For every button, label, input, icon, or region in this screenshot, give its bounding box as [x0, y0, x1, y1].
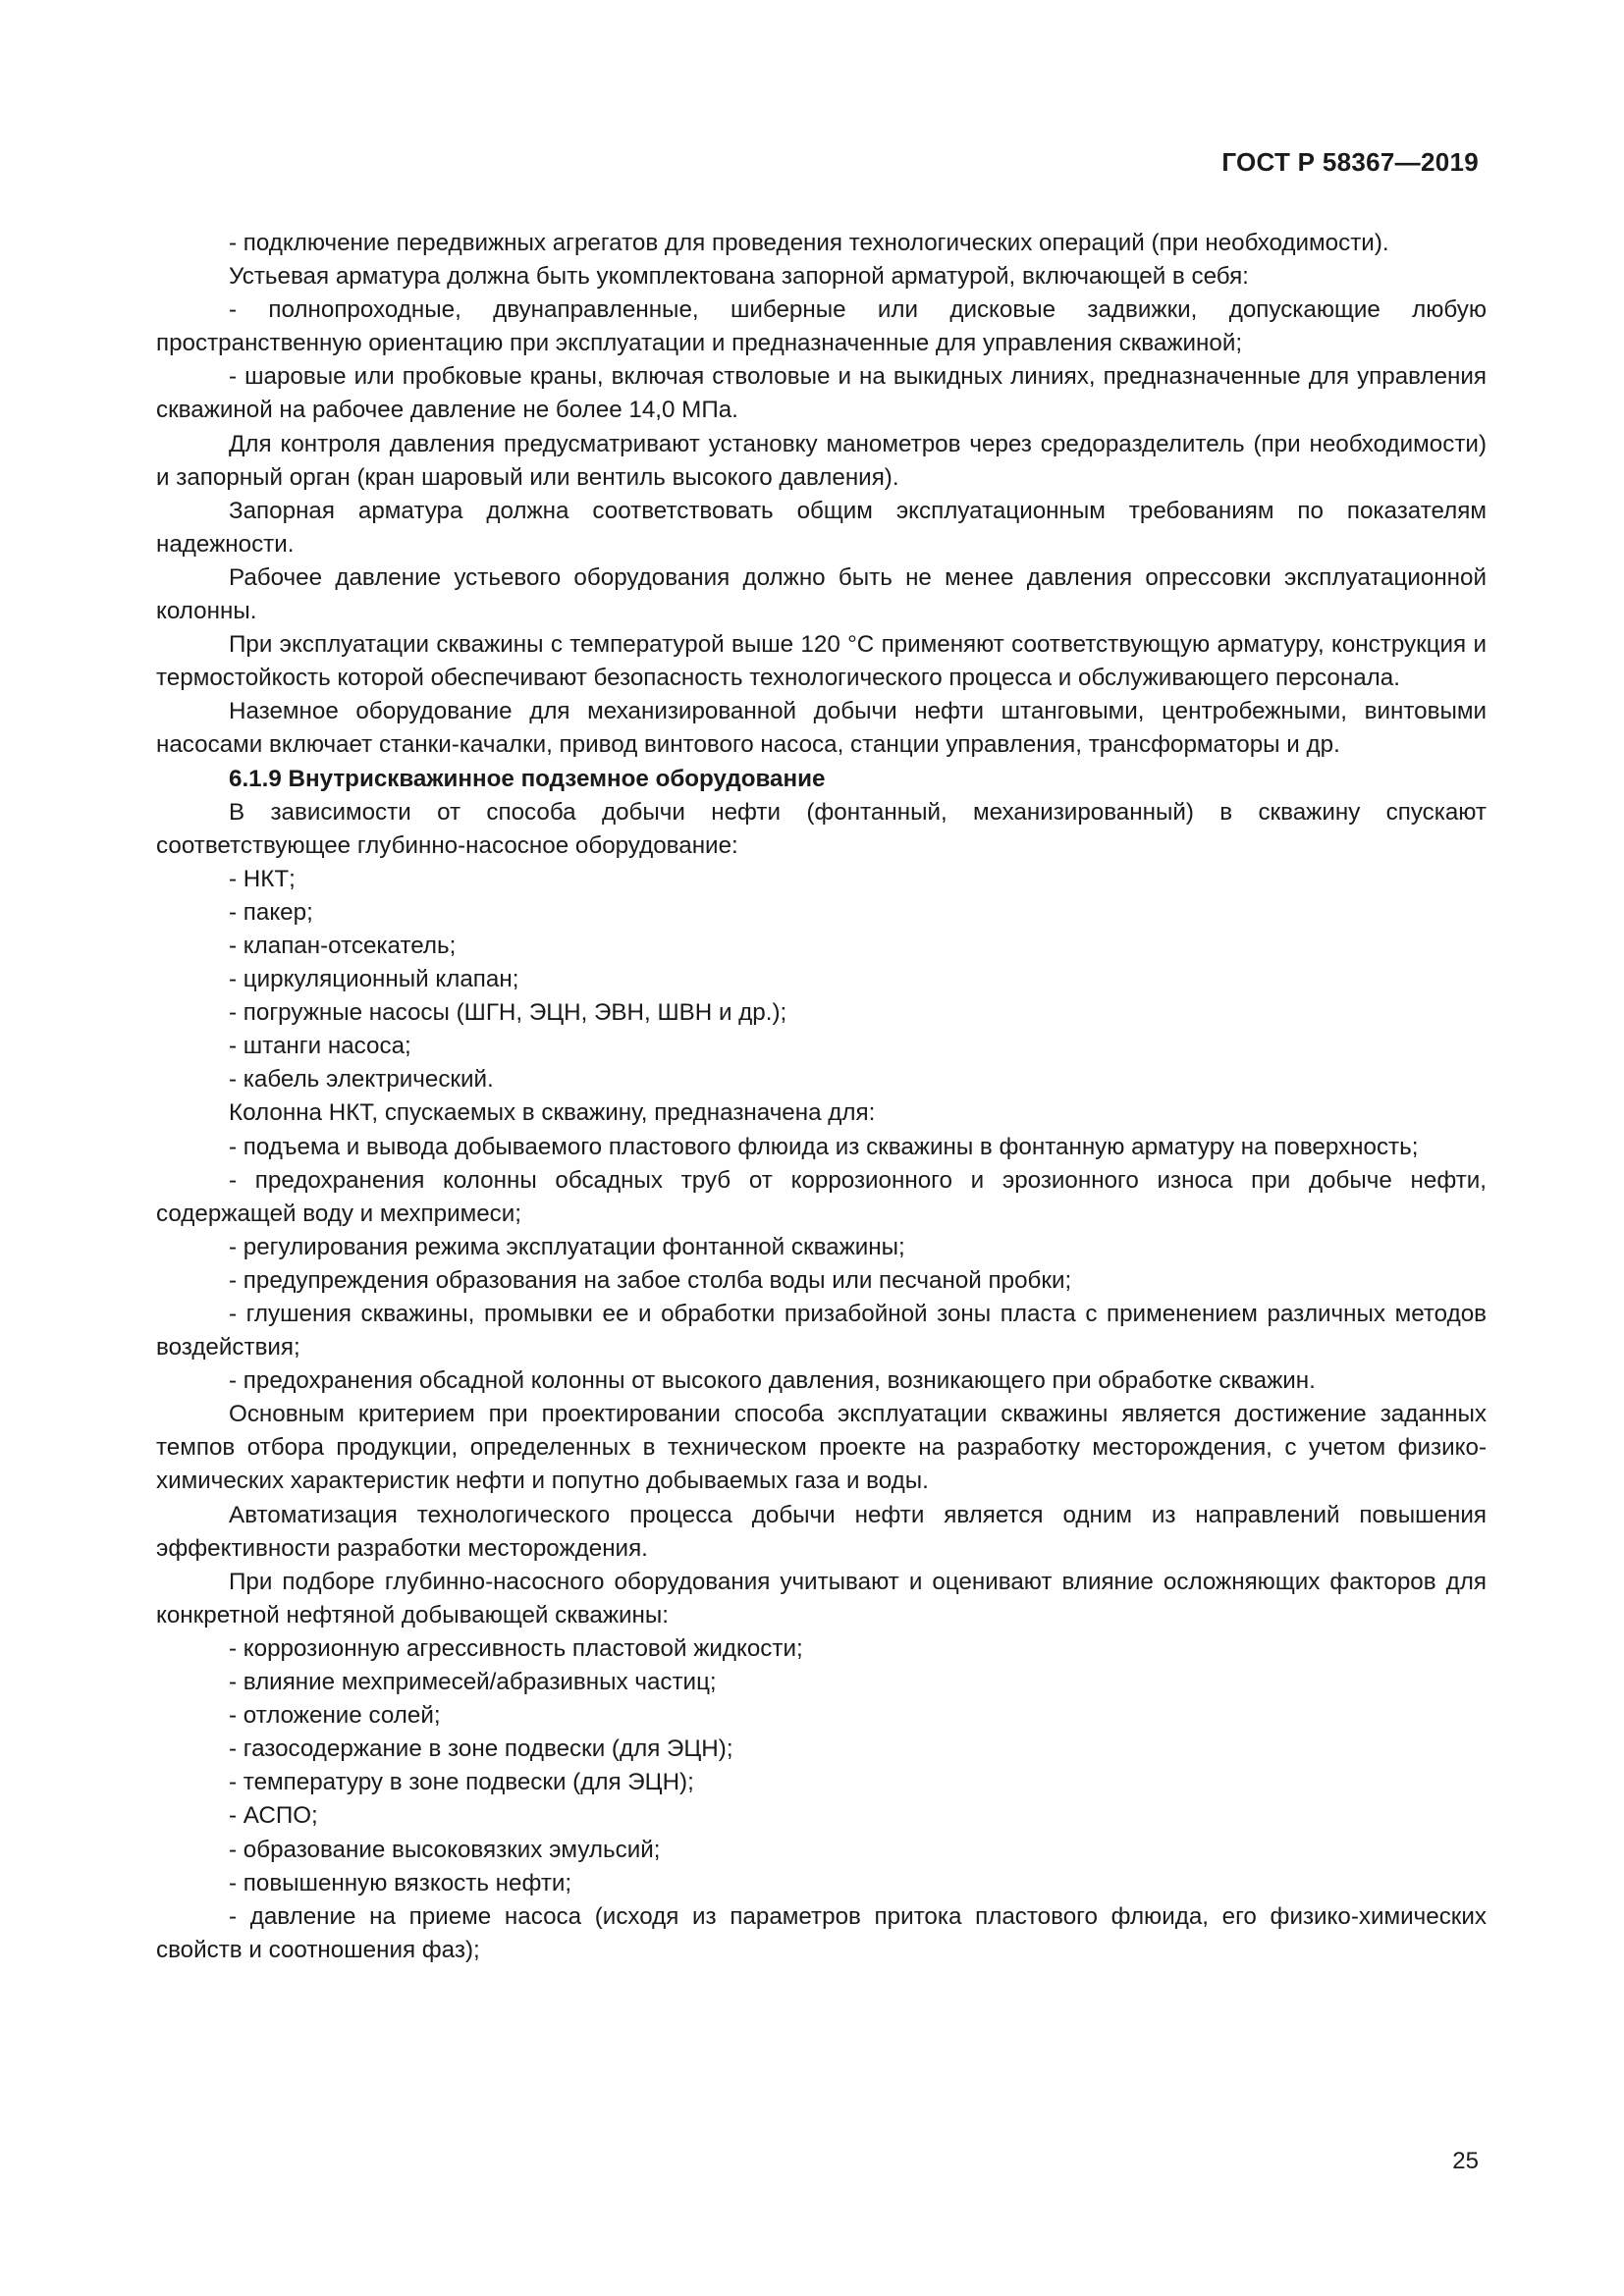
- paragraph: В зависимости от способа добычи нефти (фонтанный, механизированный) в скважину спускают соответствующее глубинно-насосное оборудование:: [156, 798, 1487, 859]
- section-heading: 6.1.9 Внутрискважинное подземное оборудование: [229, 765, 826, 792]
- paragraph: - подъема и вывода добываемого пластового флюида из скважины в фонтанную арматуру на поверхность;: [229, 1133, 1419, 1160]
- paragraph: Колонна НКТ, спускаемых в скважину, предназначена для:: [229, 1099, 876, 1127]
- paragraph: При подборе глубинно-насосного оборудования учитывают и оценивают влияние осложняющих факторов для конкретной нефтяной добывающей скважины:: [156, 1568, 1487, 1629]
- document-code-header: ГОСТ Р 58367—2019: [1221, 147, 1479, 177]
- paragraph: Наземное оборудование для механизированной добычи нефти штанговыми, центробежными, винтовыми насосами включает станки-качалки, привод винтового насоса, станции управления, трансформаторы и др.: [156, 698, 1487, 759]
- list-item: - температуру в зоне подвески (для ЭЦН);: [229, 1769, 694, 1796]
- paragraph: Рабочее давление устьевого оборудования должно быть не менее давления опрессовки эксплуатационной колонны.: [156, 563, 1487, 625]
- list-item: - повышенную вязкость нефти;: [229, 1869, 572, 1896]
- paragraph: Устьевая арматура должна быть укомплектована запорной арматурой, включающей в себя:: [229, 263, 1249, 291]
- paragraph: - глушения скважины, промывки ее и обработки призабойной зоны пласта с применением различных методов воздействия;: [156, 1301, 1487, 1362]
- list-item: - пакер;: [229, 898, 313, 926]
- paragraph: Для контроля давления предусматривают установку манометров через средоразделитель (при необходимости) и запорный орган (кран шаровый или вентиль высокого давления).: [156, 430, 1487, 491]
- page-number: 25: [1452, 2148, 1479, 2174]
- list-item: - клапан-отсекатель;: [229, 932, 457, 959]
- list-item: - штанги насоса;: [229, 1033, 411, 1060]
- list-item: - газосодержание в зоне подвески (для ЭЦН);: [229, 1735, 733, 1763]
- list-item: - коррозионную агрессивность пластовой жидкости;: [229, 1634, 803, 1662]
- list-item: - погружные насосы (ШГН, ЭЦН, ЭВН, ШВН и др.);: [229, 999, 787, 1027]
- paragraph: - шаровые или пробковые краны, включая стволовые и на выкидных линиях, предназначенные для управления скважиной на рабочее давление не более 14,0 МПа.: [156, 363, 1487, 424]
- list-item: - отложение солей;: [229, 1702, 441, 1730]
- list-item: - АСПО;: [229, 1802, 318, 1830]
- paragraph: Основным критерием при проектировании способа эксплуатации скважины является достижение заданных темпов отбора продукции, определенных в техническом проекте на разработку месторождения, с учетом физико-химических характеристик нефти и попутно добываемых газа и воды.: [156, 1401, 1487, 1495]
- list-item: - образование высоковязких эмульсий;: [229, 1836, 661, 1863]
- paragraph: - предохранения колонны обсадных труб от коррозионного и эрозионного износа при добыче нефти, содержащей воду и мехпримеси;: [156, 1166, 1487, 1227]
- paragraph: - давление на приеме насоса (исходя из параметров притока пластового флюида, его физико-химических свойств и соотношения фаз);: [156, 1902, 1487, 1963]
- paragraph: Запорная арматура должна соответствовать общим эксплуатационным требованиям по показателям надежности.: [156, 497, 1487, 558]
- paragraph: - полнопроходные, двунаправленные, шиберные или дисковые задвижки, допускающие любую пространственную ориентацию при эксплуатации и предназначенные для управления скважиной;: [156, 296, 1487, 357]
- list-item: - НКТ;: [229, 865, 296, 892]
- document-body: [156, 227, 1487, 1967]
- paragraph: Автоматизация технологического процесса добычи нефти является одним из направлений повышения эффективности разработки месторождения.: [156, 1501, 1487, 1562]
- paragraph: - предохранения обсадной колонны от высокого давления, возникающего при обработке скважин.: [229, 1367, 1316, 1395]
- list-item: - циркуляционный клапан;: [229, 966, 519, 993]
- list-item: - регулирования режима эксплуатации фонтанной скважины;: [229, 1233, 905, 1260]
- list-item: - влияние мехпримесей/абразивных частиц;: [229, 1669, 717, 1696]
- paragraph: При эксплуатации скважины с температурой выше 120 °С применяют соответствующую арматуру, конструкция и термостойкость которой обеспечивают безопасность технологического процесса и обслуживающего персонала.: [156, 631, 1487, 692]
- paragraph: - подключение передвижных агрегатов для проведения технологических операций (при необходимости).: [229, 230, 1389, 256]
- list-item: - предупреждения образования на забое столба воды или песчаной пробки;: [229, 1266, 1072, 1294]
- list-item: - кабель электрический.: [229, 1066, 494, 1094]
